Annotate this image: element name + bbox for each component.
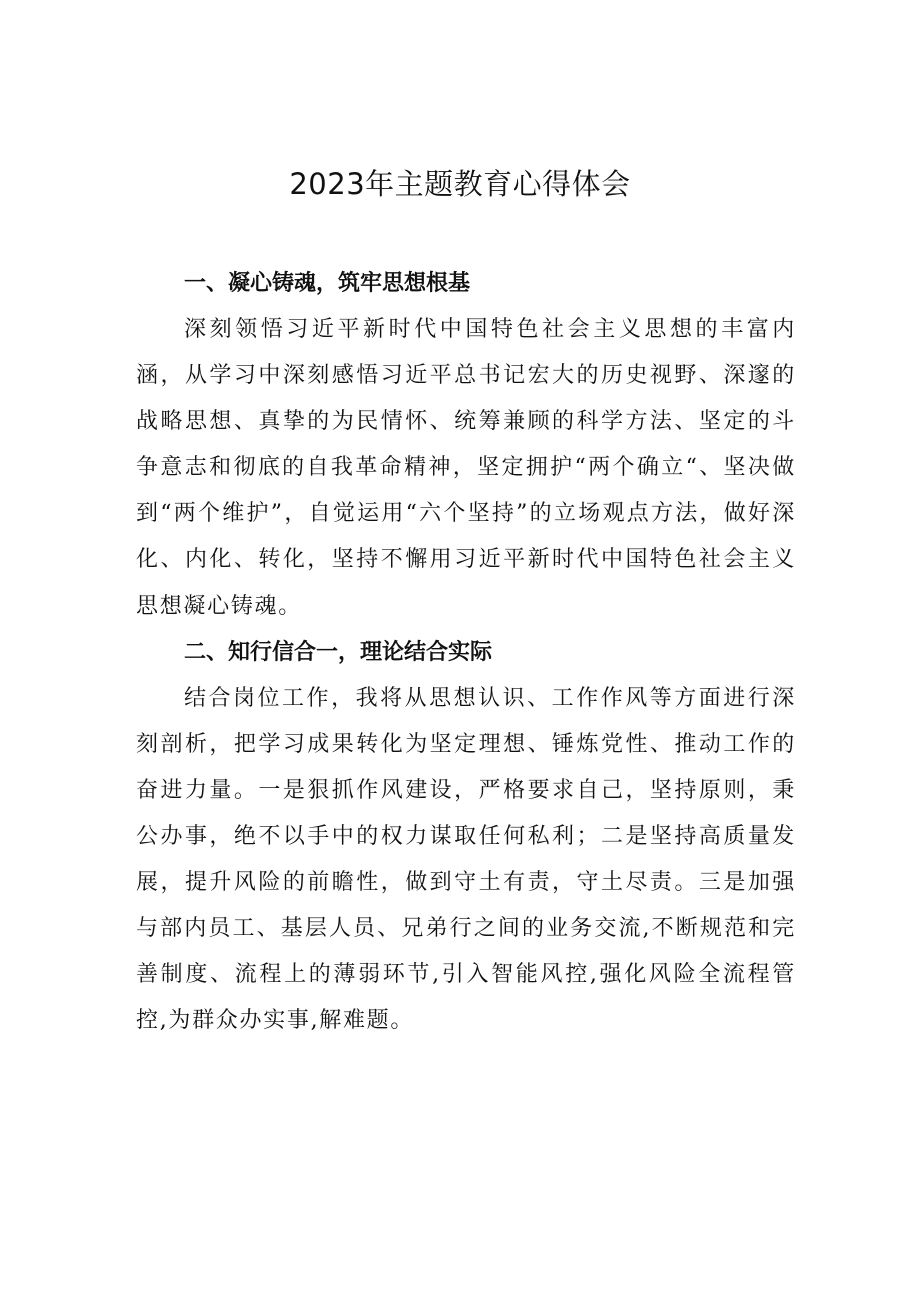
section-1 xyxy=(136,261,796,630)
section-paragraph: 结合岗位工作，我将从思想认识、工作作风等方面进行深刻剖析，把学习成果转化为坚定理想、锤炼党性、推动工作的奋进力量。一是狠抓作风建设，严格要求自己，坚持原则，秉公办事，绝不以手中的权力谋取任何私利；二是坚持高质量发展，提升风险的前瞻性，做到守土有责，守土尽责。三是加强与部内员工、基层人员、兄弟行之间的业务交流,不断规范和完善制度、流程上的薄弱环节,引入智能风控,强化风险全流程管控,为群众办实事,解难题。 xyxy=(136,685,796,1034)
section-heading: 二、知行信合一，理论结合实际 xyxy=(184,639,493,665)
document-title: 2023年主题教育心得体会 xyxy=(289,167,631,201)
section-heading: 一、凝心铸魂，筑牢思想根基 xyxy=(184,271,471,296)
document-body xyxy=(136,261,796,1044)
section-2 xyxy=(136,630,796,1045)
section-paragraph: 深刻领悟习近平新时代中国特色社会主义思想的丰富内涵，从学习中深刻感悟习近平总书记宏大的历史视野、深邃的战略思想、真挚的为民情怀、统筹兼顾的科学方法、坚定的斗争意志和彻底的自我革命精神，坚定拥护“两个确立“、坚决做到“两个维护”，自觉运用“六个坚持”的立场观点方法，做好深化、内化、转化，坚持不懈用习近平新时代中国特色社会主义思想凝心铸魂。 xyxy=(136,317,796,619)
